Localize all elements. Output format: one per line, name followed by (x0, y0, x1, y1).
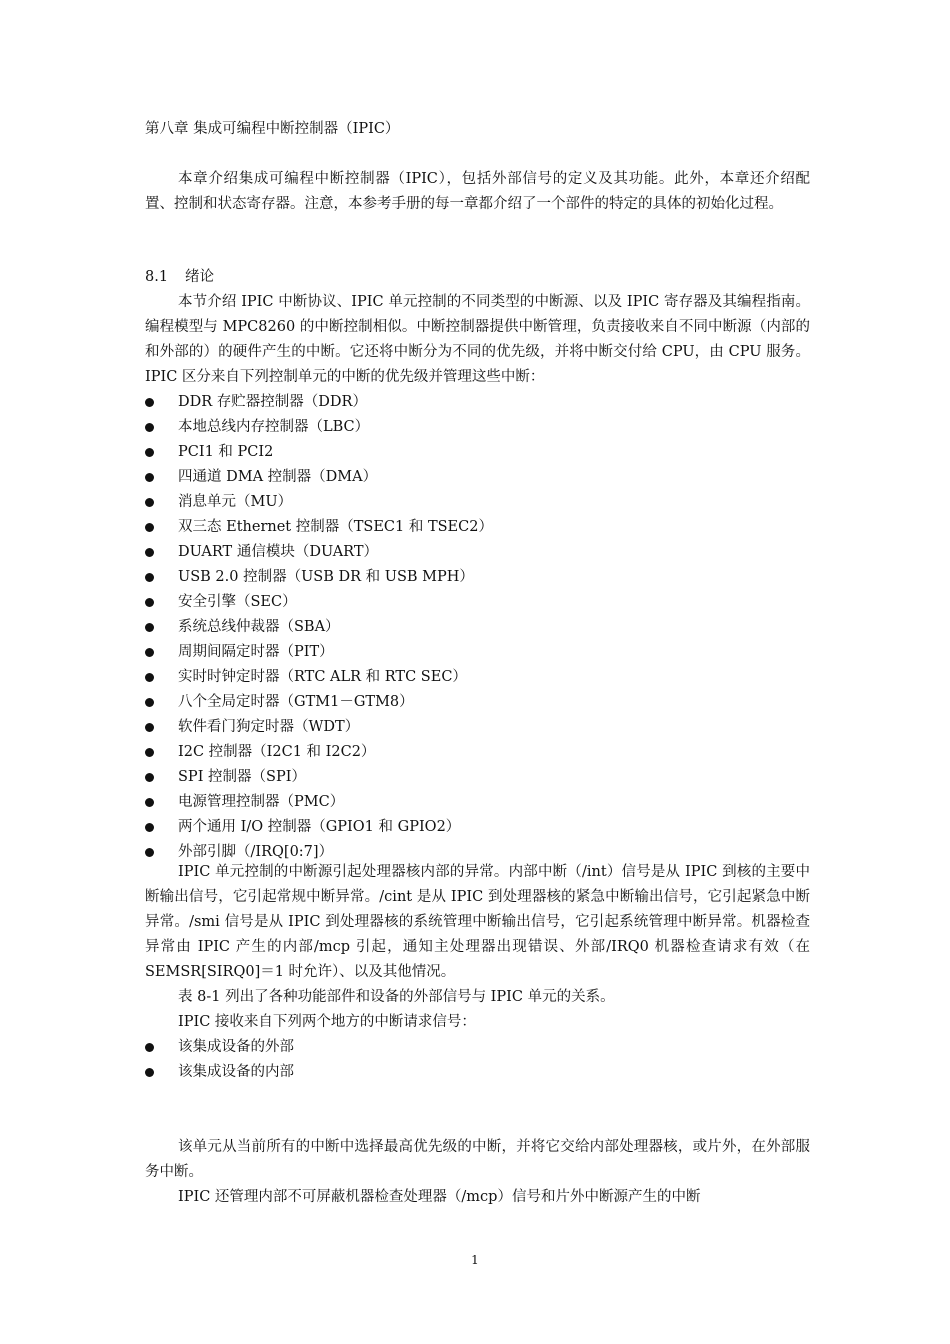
bullet-icon (145, 848, 154, 857)
bullet-icon (145, 498, 154, 507)
bullet-icon (145, 1068, 154, 1077)
section-8-1 (145, 265, 810, 865)
bullet-icon (145, 648, 154, 657)
list-item: USB 2.0 控制器（USB DR 和 USB MPH） (145, 565, 810, 590)
bullet-icon (145, 748, 154, 757)
list-item: 八个全局定时器（GTM1－GTM8） (145, 690, 810, 715)
list-item: DDR 存贮器控制器（DDR） (145, 390, 810, 415)
list-item: 电源管理控制器（PMC） (145, 790, 810, 815)
list-item: 实时时钟定时器（RTC ALR 和 RTC SEC） (145, 665, 810, 690)
section-heading (145, 265, 810, 290)
bullet-icon (145, 673, 154, 682)
list-item: 本地总线内存控制器（LBC） (145, 415, 810, 440)
bullet-icon (145, 1043, 154, 1052)
bullet-icon (145, 623, 154, 632)
list-item: DUART 通信模块（DUART） (145, 540, 810, 565)
list-item: SPI 控制器（SPI） (145, 765, 810, 790)
bullet-icon (145, 798, 154, 807)
bullet-icon (145, 423, 154, 432)
table-reference-line: 表 8-1 列出了各种功能部件和设备的外部信号与 IPIC 单元的关系。 (178, 989, 615, 1005)
list-item: 消息单元（MU） (145, 490, 810, 515)
bullet-icon (145, 773, 154, 782)
interrupt-source-list (145, 390, 810, 865)
priority-block (145, 1135, 810, 1210)
list-item: 四通道 DMA 控制器（DMA） (145, 465, 810, 490)
bullet-icon (145, 473, 154, 482)
priority-paragraph: 该单元从当前所有的中断中选择最高优先级的中断，并将它交给内部处理器核，或片外，在外部服务中断。 (145, 1139, 810, 1180)
intro-block (145, 167, 810, 217)
section-number: 8.1 (145, 269, 169, 285)
mcp-paragraph: IPIC 还管理内部不可屏蔽机器检查处理器（/mcp）信号和片外中断源产生的中断 (178, 1189, 701, 1205)
list-item: I2C 控制器（I2C1 和 I2C2） (145, 740, 810, 765)
section-title: 绪论 (185, 269, 214, 285)
request-sources-intro: IPIC 接收来自下列两个地方的中断请求信号： (178, 1014, 476, 1030)
section-paragraph: 本节介绍 IPIC 中断协议、IPIC 单元控制的不同类型的中断源、以及 IPIC 寄存器及其编程指南。编程模型与 MPC8260 的中断控制相似。中断控制器提供中断管理，负责接收来自不同中断源（内部的和外部的）的硬件产生的中断。它还将中断分为不同的优先级，并将中断交付给 CPU，由 CPU 服务。IPIC 区分来自下列控制单元的中断的优先级并管理这些中断： (145, 294, 810, 385)
list-item: 软件看门狗定时器（WDT） (145, 715, 810, 740)
bullet-icon (145, 698, 154, 707)
exceptions-paragraph: IPIC 单元控制的中断源引起处理器核内部的异常。内部中断（/int）信号是从 IPIC 到核的主要中断输出信号，它引起常规中断异常。/cint 是从 IPIC 到处理器核的紧急中断输出信号，它引起紧急中断异常。/smi 信号是从 IPIC 到处理器核的系统管理中断输出信号，它引起系统管理中断异常。机器检查异常由 IPIC 产生的内部/mcp 引起，通知主处理器出现错误、外部/IRQ0 机器检查请求有效（在 SEMSR[SIRQ0]＝1 时允许）、以及其他情况。 (145, 864, 810, 980)
list-item: 外部引脚（/IRQ[0:7]） (145, 840, 810, 865)
bullet-icon (145, 448, 154, 457)
bullet-icon (145, 823, 154, 832)
bullet-icon (145, 723, 154, 732)
chapter-title: 第八章 集成可编程中断控制器（IPIC） (145, 121, 400, 137)
page-number: 1 (471, 1253, 479, 1267)
bullet-icon (145, 573, 154, 582)
list-item: 安全引擎（SEC） (145, 590, 810, 615)
bullet-icon (145, 398, 154, 407)
bullet-icon (145, 548, 154, 557)
list-item: PCI1 和 PCI2 (145, 440, 810, 465)
list-item: 两个通用 I/O 控制器（GPIO1 和 GPIO2） (145, 815, 810, 840)
exceptions-block (145, 860, 810, 1085)
intro-paragraph: 本章介绍集成可编程中断控制器（IPIC），包括外部信号的定义及其功能。此外，本章还介绍配置、控制和状态寄存器。注意，本参考手册的每一章都介绍了一个部件的特定的具体的初始化过程。 (145, 171, 810, 212)
list-item: 系统总线仲裁器（SBA） (145, 615, 810, 640)
bullet-icon (145, 598, 154, 607)
request-source-list (145, 1035, 810, 1085)
list-item: 该集成设备的内部 (145, 1060, 810, 1085)
list-item: 双三态 Ethernet 控制器（TSEC1 和 TSEC2） (145, 515, 810, 540)
bullet-icon (145, 523, 154, 532)
list-item: 该集成设备的外部 (145, 1035, 810, 1060)
list-item: 周期间隔定时器（PIT） (145, 640, 810, 665)
